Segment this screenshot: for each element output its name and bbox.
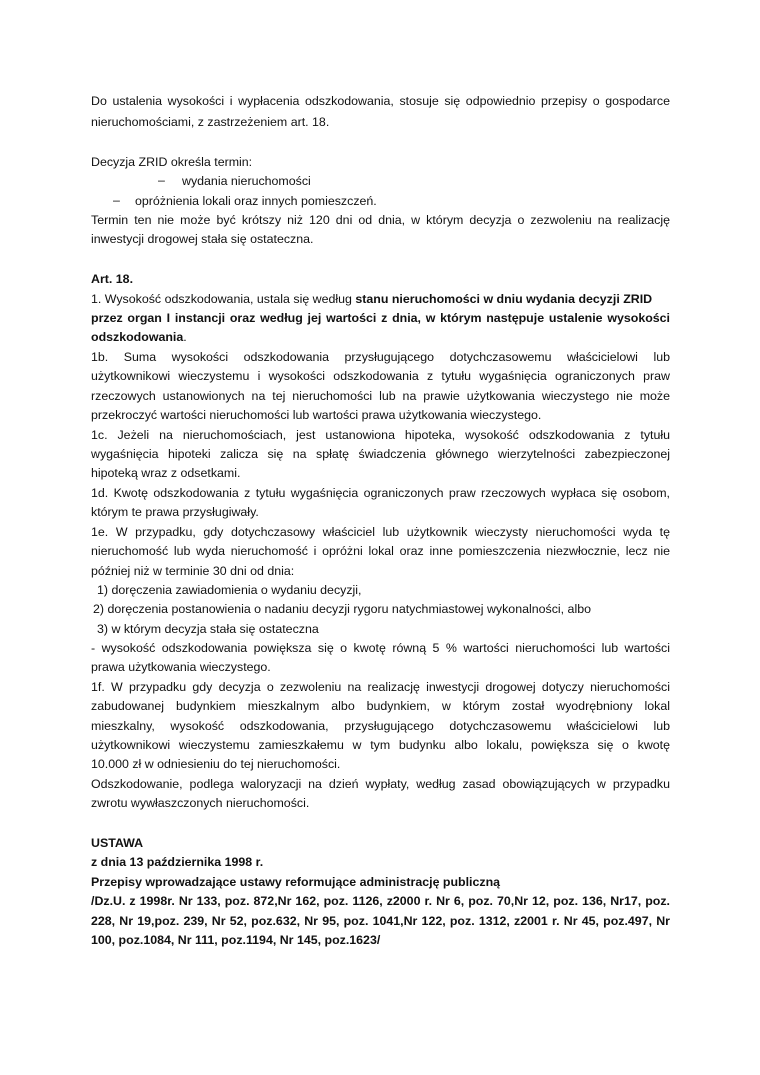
- paragraph-line: zabudowanej budynkiem mieszkalnym albo budynkiem, w którym został wyodrębniony lokal: [91, 699, 670, 713]
- paragraph-line: którym te prawa przysługiwały.: [91, 505, 259, 519]
- act-reference-line: 100, poz.1084, Nr 111, poz.1194, Nr 145, poz.1623/: [91, 933, 381, 947]
- dash-bullet: –: [113, 193, 120, 207]
- paragraph-line: 1b. Suma wysokości odszkodowania przysługującego dotychczasowemu właścicielowi lub: [91, 350, 670, 364]
- paragraph-line: inwestycji drogowej stała się ostateczna.: [91, 232, 314, 246]
- article-heading: Art. 18.: [91, 272, 134, 286]
- paragraph-line: użytkownikowi wieczystemu zamieszkałemu w tym budynku albo lokalu, powiększa się o kwotę: [91, 738, 670, 752]
- act-reference-line: /Dz.U. z 1998r. Nr 133, poz. 872,Nr 162, poz. 1126, z2000 r. Nr 6, poz. 70,Nr 12, poz. 136, Nr17, poz.: [91, 894, 670, 908]
- paragraph-line: użytkownikowi wieczystemu i wysokości odszkodowania z tytułu wygaśnięcia ograniczonych praw: [91, 369, 670, 383]
- text-span: .: [183, 330, 187, 344]
- paragraph-line: - wysokość odszkodowania powiększa się o kwotę równą 5 % wartości nieruchomości lub wartości: [91, 641, 670, 655]
- dash-bullet: –: [158, 173, 165, 187]
- paragraph-line: zwrotu wywłaszczonych nieruchomości.: [91, 796, 310, 810]
- paragraph-line: 1c. Jeżeli na nieruchomościach, jest ustanowiona hipoteka, wysokość odszkodowania z tytułu: [91, 428, 670, 442]
- paragraph-line: 1d. Kwotę odszkodowania z tytułu wygaśnięcia ograniczonych praw rzeczowych wypłaca się osobom,: [91, 486, 670, 500]
- bold-text: odszkodowania: [91, 330, 184, 344]
- act-reference-line: 228, Nr 19,poz. 239, Nr 52, poz.632, Nr 95, poz. 1041,Nr 122, poz. 1312, z2001 r. Nr 45, poz.497, Nr: [91, 914, 670, 928]
- paragraph-line: rzeczowych ustanowionych na tej nieruchomości lub na prawie użytkowania wieczystego nie może: [91, 389, 670, 403]
- paragraph-line: 1e. W przypadku, gdy dotychczasowy właściciel lub użytkownik wieczysty nieruchomości wyda tę: [91, 525, 670, 539]
- paragraph-line: nieruchomość lub wyda nieruchomość i opróżni lokal oraz inne pomieszczenia niezwłocznie, lecz nie: [91, 544, 670, 558]
- paragraph-line: przekroczyć wartości nieruchomości lub wartości prawa użytkowania wieczystego.: [91, 408, 542, 422]
- numbered-item: 1) doręczenia zawiadomienia o wydaniu decyzji,: [97, 583, 362, 597]
- paragraph-line: prawa użytkowania wieczystego.: [91, 660, 271, 674]
- paragraph-line: 10.000 zł w odniesieniu do tej nieruchomości.: [91, 757, 341, 771]
- act-heading: USTAWA: [91, 836, 144, 850]
- paragraph-line: Odszkodowanie, podlega waloryzacji na dzień wypłaty, według zasad obowiązujących w przypadku: [91, 777, 670, 791]
- bold-line: przez organ I instancji oraz według jej wartości z dnia, w którym następuje ustalenie wysokości: [91, 311, 670, 325]
- numbered-item: 3) w którym decyzja stała się ostateczna: [97, 622, 319, 636]
- paragraph-line: nieruchomościami, z zastrzeżeniem art. 18.: [91, 115, 330, 129]
- numbered-item: 2) doręczenia postanowienia o nadaniu decyzji rygoru natychmiastowej wykonalności, albo: [93, 602, 591, 616]
- paragraph-line: później niż w terminie 30 dni od dnia:: [91, 564, 295, 578]
- zrid-intro: Decyzja ZRID określa termin:: [91, 155, 253, 169]
- paragraph-line: hipoteką wraz z odsetkami.: [91, 466, 241, 480]
- paragraph-line: Do ustalenia wysokości i wypłacenia odszkodowania, stosuje się odpowiednio przepisy o gospodarce: [91, 94, 670, 108]
- text-span: 1. Wysokość odszkodowania, ustala się według: [91, 292, 356, 306]
- paragraph-line: wygaśnięcia hipoteki zalicza się na spłatę świadczenia głównego wierzytelności zabezpieczonej: [91, 447, 670, 461]
- paragraph-line: mieszkalny, wysokość odszkodowania, przysługującego dotychczasowemu właścicielowi lub: [91, 719, 670, 733]
- act-date: z dnia 13 października 1998 r.: [91, 855, 264, 869]
- act-title: Przepisy wprowadzające ustawy reformujące administrację publiczną: [91, 875, 501, 889]
- paragraph-line: 1f. W przypadku gdy decyzja o zezwoleniu na realizację inwestycji drogowej dotyczy nieruchomości: [91, 680, 670, 694]
- paragraph-line: Termin ten nie może być krótszy niż 120 dni od dnia, w którym decyzja o zezwoleniu na realizację: [91, 213, 670, 227]
- paragraph-line: [91, 291, 670, 307]
- list-item: opróżnienia lokali oraz innych pomieszczeń.: [135, 194, 377, 208]
- list-item: wydania nieruchomości: [182, 174, 311, 188]
- bold-text: stanu nieruchomości w dniu wydania decyzji ZRID: [355, 292, 653, 306]
- paragraph-line: [91, 329, 187, 345]
